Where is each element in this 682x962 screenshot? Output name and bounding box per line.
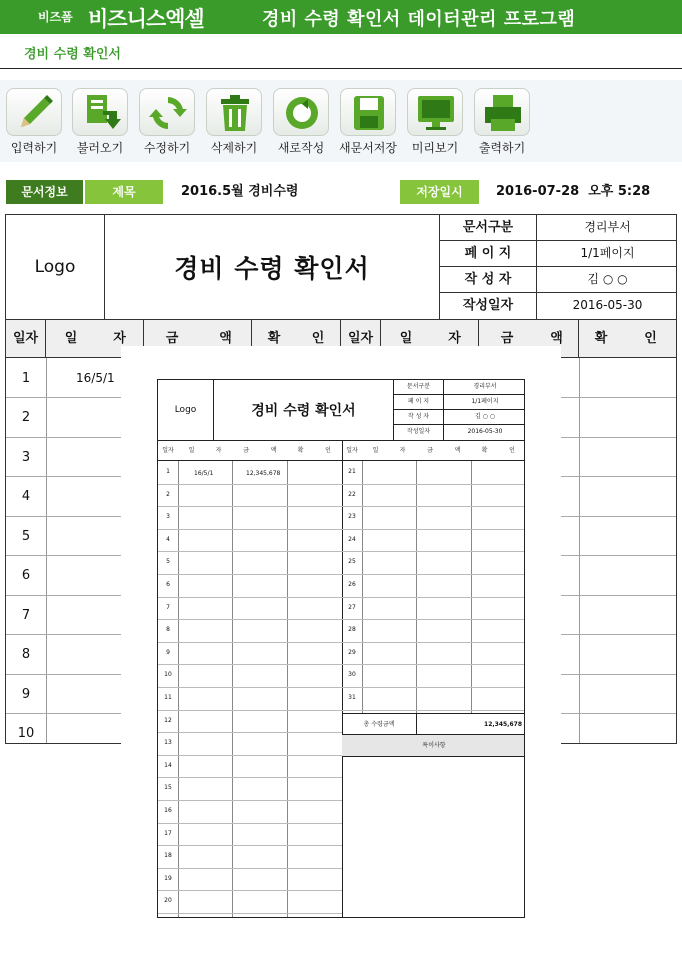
row-line bbox=[158, 732, 342, 733]
grid-line bbox=[46, 358, 47, 744]
load-icon bbox=[72, 88, 128, 136]
row-number: 3 bbox=[21, 450, 31, 465]
column-header: 금 bbox=[427, 447, 433, 454]
row-line bbox=[342, 687, 525, 688]
preview-row-number: 8 bbox=[166, 626, 170, 634]
pencil-icon bbox=[6, 88, 62, 136]
column-header: 인 bbox=[644, 331, 657, 346]
row-line bbox=[158, 710, 342, 711]
column-header: 일자 bbox=[341, 320, 381, 358]
input-button[interactable] bbox=[1, 88, 67, 158]
row-line bbox=[342, 529, 525, 530]
row-line bbox=[342, 506, 525, 507]
row-line bbox=[342, 619, 525, 620]
row-line bbox=[158, 597, 342, 598]
trash-icon bbox=[206, 88, 262, 136]
preview-row-number: 20 bbox=[164, 897, 172, 905]
edit-label: 수정하기 bbox=[143, 141, 191, 155]
row-line bbox=[158, 777, 342, 778]
preview-row-number: 30 bbox=[348, 671, 356, 679]
row-number: 9 bbox=[21, 687, 31, 702]
column-header: 인 bbox=[296, 320, 341, 358]
preview-row-number: 22 bbox=[348, 490, 356, 498]
preview-total bbox=[342, 713, 525, 735]
preview-row-number: 21 bbox=[348, 468, 356, 475]
column-header: 자 bbox=[96, 320, 144, 358]
column-header: 액 bbox=[270, 447, 277, 454]
meta-row bbox=[440, 267, 677, 293]
meta-value[interactable]: 경리부서 bbox=[584, 220, 631, 234]
row-line bbox=[342, 642, 525, 643]
page-subtitle: 경비 수령 확인서 bbox=[24, 47, 121, 62]
meta-row bbox=[440, 241, 677, 267]
row-line bbox=[342, 597, 525, 598]
save-new-label: 새문서저장 bbox=[339, 141, 397, 155]
preview-row-number: 16 bbox=[164, 807, 172, 814]
row-line bbox=[158, 913, 342, 914]
total-label: 총 수령금액 bbox=[342, 714, 417, 735]
row-date[interactable]: 16/5/1 bbox=[76, 371, 115, 385]
toolbar bbox=[0, 80, 682, 162]
row-line bbox=[158, 642, 342, 643]
row-line bbox=[158, 868, 342, 869]
column-header: 확 bbox=[481, 447, 488, 454]
preview-row-number: 4 bbox=[166, 535, 170, 543]
meta-value: 1/1페이지 bbox=[471, 398, 499, 405]
row-line bbox=[158, 890, 342, 891]
row-line bbox=[158, 484, 342, 485]
preview-row-number: 19 bbox=[164, 874, 172, 882]
meta-row bbox=[440, 293, 677, 319]
grid-line bbox=[362, 461, 363, 713]
row-line bbox=[158, 619, 342, 620]
column-header: 액 bbox=[535, 320, 579, 358]
preview-row-number: 3 bbox=[166, 513, 170, 521]
preview-row-number: 10 bbox=[164, 671, 172, 679]
preview-row-number: 7 bbox=[166, 603, 170, 611]
print-preview bbox=[121, 346, 561, 956]
preview-row-number: 6 bbox=[166, 581, 170, 588]
preview-page bbox=[157, 379, 525, 918]
preview-row-number: 23 bbox=[348, 513, 356, 521]
column-header: 액 bbox=[200, 320, 252, 358]
grid-line bbox=[342, 440, 343, 918]
row-number: 4 bbox=[21, 489, 31, 504]
row-number: 6 bbox=[21, 568, 31, 583]
preview-row-number: 9 bbox=[166, 648, 170, 656]
preview-meta bbox=[394, 380, 525, 440]
meta-row bbox=[440, 215, 677, 241]
edit-button[interactable] bbox=[134, 88, 200, 158]
input-label: 입력하기 bbox=[10, 141, 58, 155]
preview-row-number: 13 bbox=[164, 739, 172, 747]
meta-key: 작성일자 bbox=[440, 293, 537, 319]
app-title: 경비 수령 확인서 데이터관리 프로그램 bbox=[262, 9, 576, 30]
row-line bbox=[342, 574, 525, 575]
row-line bbox=[158, 845, 342, 846]
grid-line bbox=[579, 358, 580, 744]
row-line bbox=[158, 664, 342, 665]
meta-key: 작 성 자 bbox=[440, 267, 537, 292]
brand-small: 비즈폼 bbox=[38, 10, 73, 24]
preview-row-number: 18 bbox=[164, 852, 172, 860]
preview-row-number: 1 bbox=[166, 468, 170, 475]
preview-button[interactable] bbox=[402, 88, 468, 158]
row-line bbox=[158, 506, 342, 507]
column-header: 액 bbox=[454, 447, 461, 454]
column-header: 금 bbox=[165, 331, 179, 346]
document-info-bar bbox=[0, 180, 682, 206]
column-header: 인 bbox=[325, 447, 331, 454]
meta-value[interactable]: 1/1페이지 bbox=[580, 246, 635, 260]
preview-row-number: 24 bbox=[348, 535, 356, 543]
row-line bbox=[158, 551, 342, 552]
meta-key: 문서구분 bbox=[440, 215, 537, 240]
row-line bbox=[158, 687, 342, 688]
meta-value: 2016-05-30 bbox=[467, 428, 503, 435]
column-header: 일자 bbox=[6, 320, 46, 358]
total-value: 12,345,678 bbox=[484, 721, 522, 728]
new-button[interactable] bbox=[268, 88, 334, 158]
row-number: 5 bbox=[21, 529, 31, 544]
column-header: 자 bbox=[399, 447, 406, 454]
row-line bbox=[342, 551, 525, 552]
preview-logo: Logo bbox=[158, 380, 214, 440]
preview-row-number: 31 bbox=[348, 694, 356, 701]
print-label: 출력하기 bbox=[478, 141, 526, 155]
preview-row-number: 28 bbox=[348, 626, 356, 634]
meta-key: 페 이 지 bbox=[394, 395, 444, 409]
grid-line bbox=[471, 461, 472, 713]
preview-row-number: 5 bbox=[166, 558, 170, 566]
document-title: 경비 수령 확인서 bbox=[105, 215, 440, 319]
column-header: 금 bbox=[243, 447, 249, 454]
row-line bbox=[342, 484, 525, 485]
column-header: 일자 bbox=[162, 447, 174, 454]
document-meta bbox=[440, 215, 677, 319]
row-number: 1 bbox=[21, 371, 31, 386]
column-header: 일 bbox=[188, 447, 195, 454]
column-header: 일 bbox=[372, 447, 379, 454]
preview-meta-row bbox=[394, 380, 525, 395]
preview-row-number: 26 bbox=[348, 581, 356, 588]
row-number: 8 bbox=[21, 647, 31, 662]
preview-first-date: 16/5/1 bbox=[194, 470, 214, 477]
column-header: 일 bbox=[399, 331, 413, 346]
meta-key: 작 성 자 bbox=[394, 410, 444, 424]
row-line bbox=[158, 823, 342, 824]
brand-logo: 비즈니스엑셀 bbox=[88, 7, 204, 31]
delete-label: 삭제하기 bbox=[210, 141, 258, 155]
subject-tag: 제목 bbox=[85, 180, 163, 204]
preview-row-number: 29 bbox=[348, 648, 356, 656]
row-line bbox=[158, 574, 342, 575]
column-header: 확 bbox=[297, 447, 304, 454]
preview-meta-row bbox=[394, 395, 525, 410]
row-number: 7 bbox=[21, 608, 31, 623]
delete-button[interactable] bbox=[201, 88, 267, 158]
meta-key: 작성일자 bbox=[394, 425, 444, 440]
column-header: 자 bbox=[431, 320, 479, 358]
row-number: 2 bbox=[21, 410, 31, 425]
logo: Logo bbox=[6, 215, 105, 319]
row-line bbox=[158, 529, 342, 530]
saved-at-value: 2016-07-28 오후 5:28 bbox=[496, 184, 651, 199]
monitor-icon bbox=[407, 88, 463, 136]
meta-value[interactable]: 2016-05-30 bbox=[572, 298, 643, 312]
meta-value[interactable]: 김 ○ ○ bbox=[587, 272, 628, 286]
meta-key: 문서구분 bbox=[394, 380, 444, 394]
column-header: 일자 bbox=[346, 447, 358, 454]
row-line bbox=[158, 800, 342, 801]
row-line bbox=[158, 755, 342, 756]
refresh-icon bbox=[139, 88, 195, 136]
preview-first-amount: 12,345,678 bbox=[246, 470, 281, 477]
row-line bbox=[342, 664, 525, 665]
column-header: 확 bbox=[267, 331, 281, 346]
preview-meta-row bbox=[394, 425, 525, 440]
preview-title: 경비 수령 확인서 bbox=[214, 380, 394, 440]
new-icon bbox=[273, 88, 329, 136]
top-banner bbox=[0, 0, 682, 34]
print-button[interactable] bbox=[469, 88, 535, 158]
divider bbox=[0, 68, 682, 69]
print-icon bbox=[474, 88, 530, 136]
preview-row-number: 15 bbox=[164, 784, 172, 792]
preview-row-number: 14 bbox=[164, 761, 172, 769]
preview-row-number: 27 bbox=[348, 603, 356, 611]
preview-label: 미리보기 bbox=[411, 141, 459, 155]
preview-row-number: 25 bbox=[348, 558, 356, 566]
preview-row-number: 17 bbox=[164, 829, 172, 837]
load-button[interactable] bbox=[67, 88, 133, 158]
column-header: 일 bbox=[64, 331, 78, 346]
column-header: 인 bbox=[509, 447, 515, 454]
save-icon bbox=[340, 88, 396, 136]
column-header: 확 bbox=[594, 331, 608, 346]
saved-at-tag: 저장일시 bbox=[400, 180, 479, 204]
subject-value[interactable]: 2016.5월 경비수령 bbox=[181, 184, 299, 199]
preview-remarks: 특이사항 bbox=[342, 735, 525, 757]
save-new-button[interactable] bbox=[335, 88, 401, 158]
meta-key: 페 이 지 bbox=[440, 241, 537, 266]
doc-info-tag: 문서정보 bbox=[6, 180, 83, 204]
meta-value: 경리부서 bbox=[473, 383, 497, 390]
preview-row-number: 12 bbox=[164, 716, 172, 724]
row-number: 10 bbox=[17, 726, 35, 741]
preview-row-number: 11 bbox=[164, 694, 172, 701]
column-header: 자 bbox=[215, 447, 222, 454]
row-line bbox=[342, 710, 525, 711]
column-header: 금 bbox=[500, 331, 514, 346]
meta-value: 김 ○ ○ bbox=[474, 413, 496, 420]
load-label: 불러오기 bbox=[76, 141, 124, 155]
grid-line bbox=[416, 461, 417, 713]
preview-row-number: 2 bbox=[166, 490, 170, 498]
new-label: 새로작성 bbox=[277, 141, 325, 155]
preview-meta-row bbox=[394, 410, 525, 425]
